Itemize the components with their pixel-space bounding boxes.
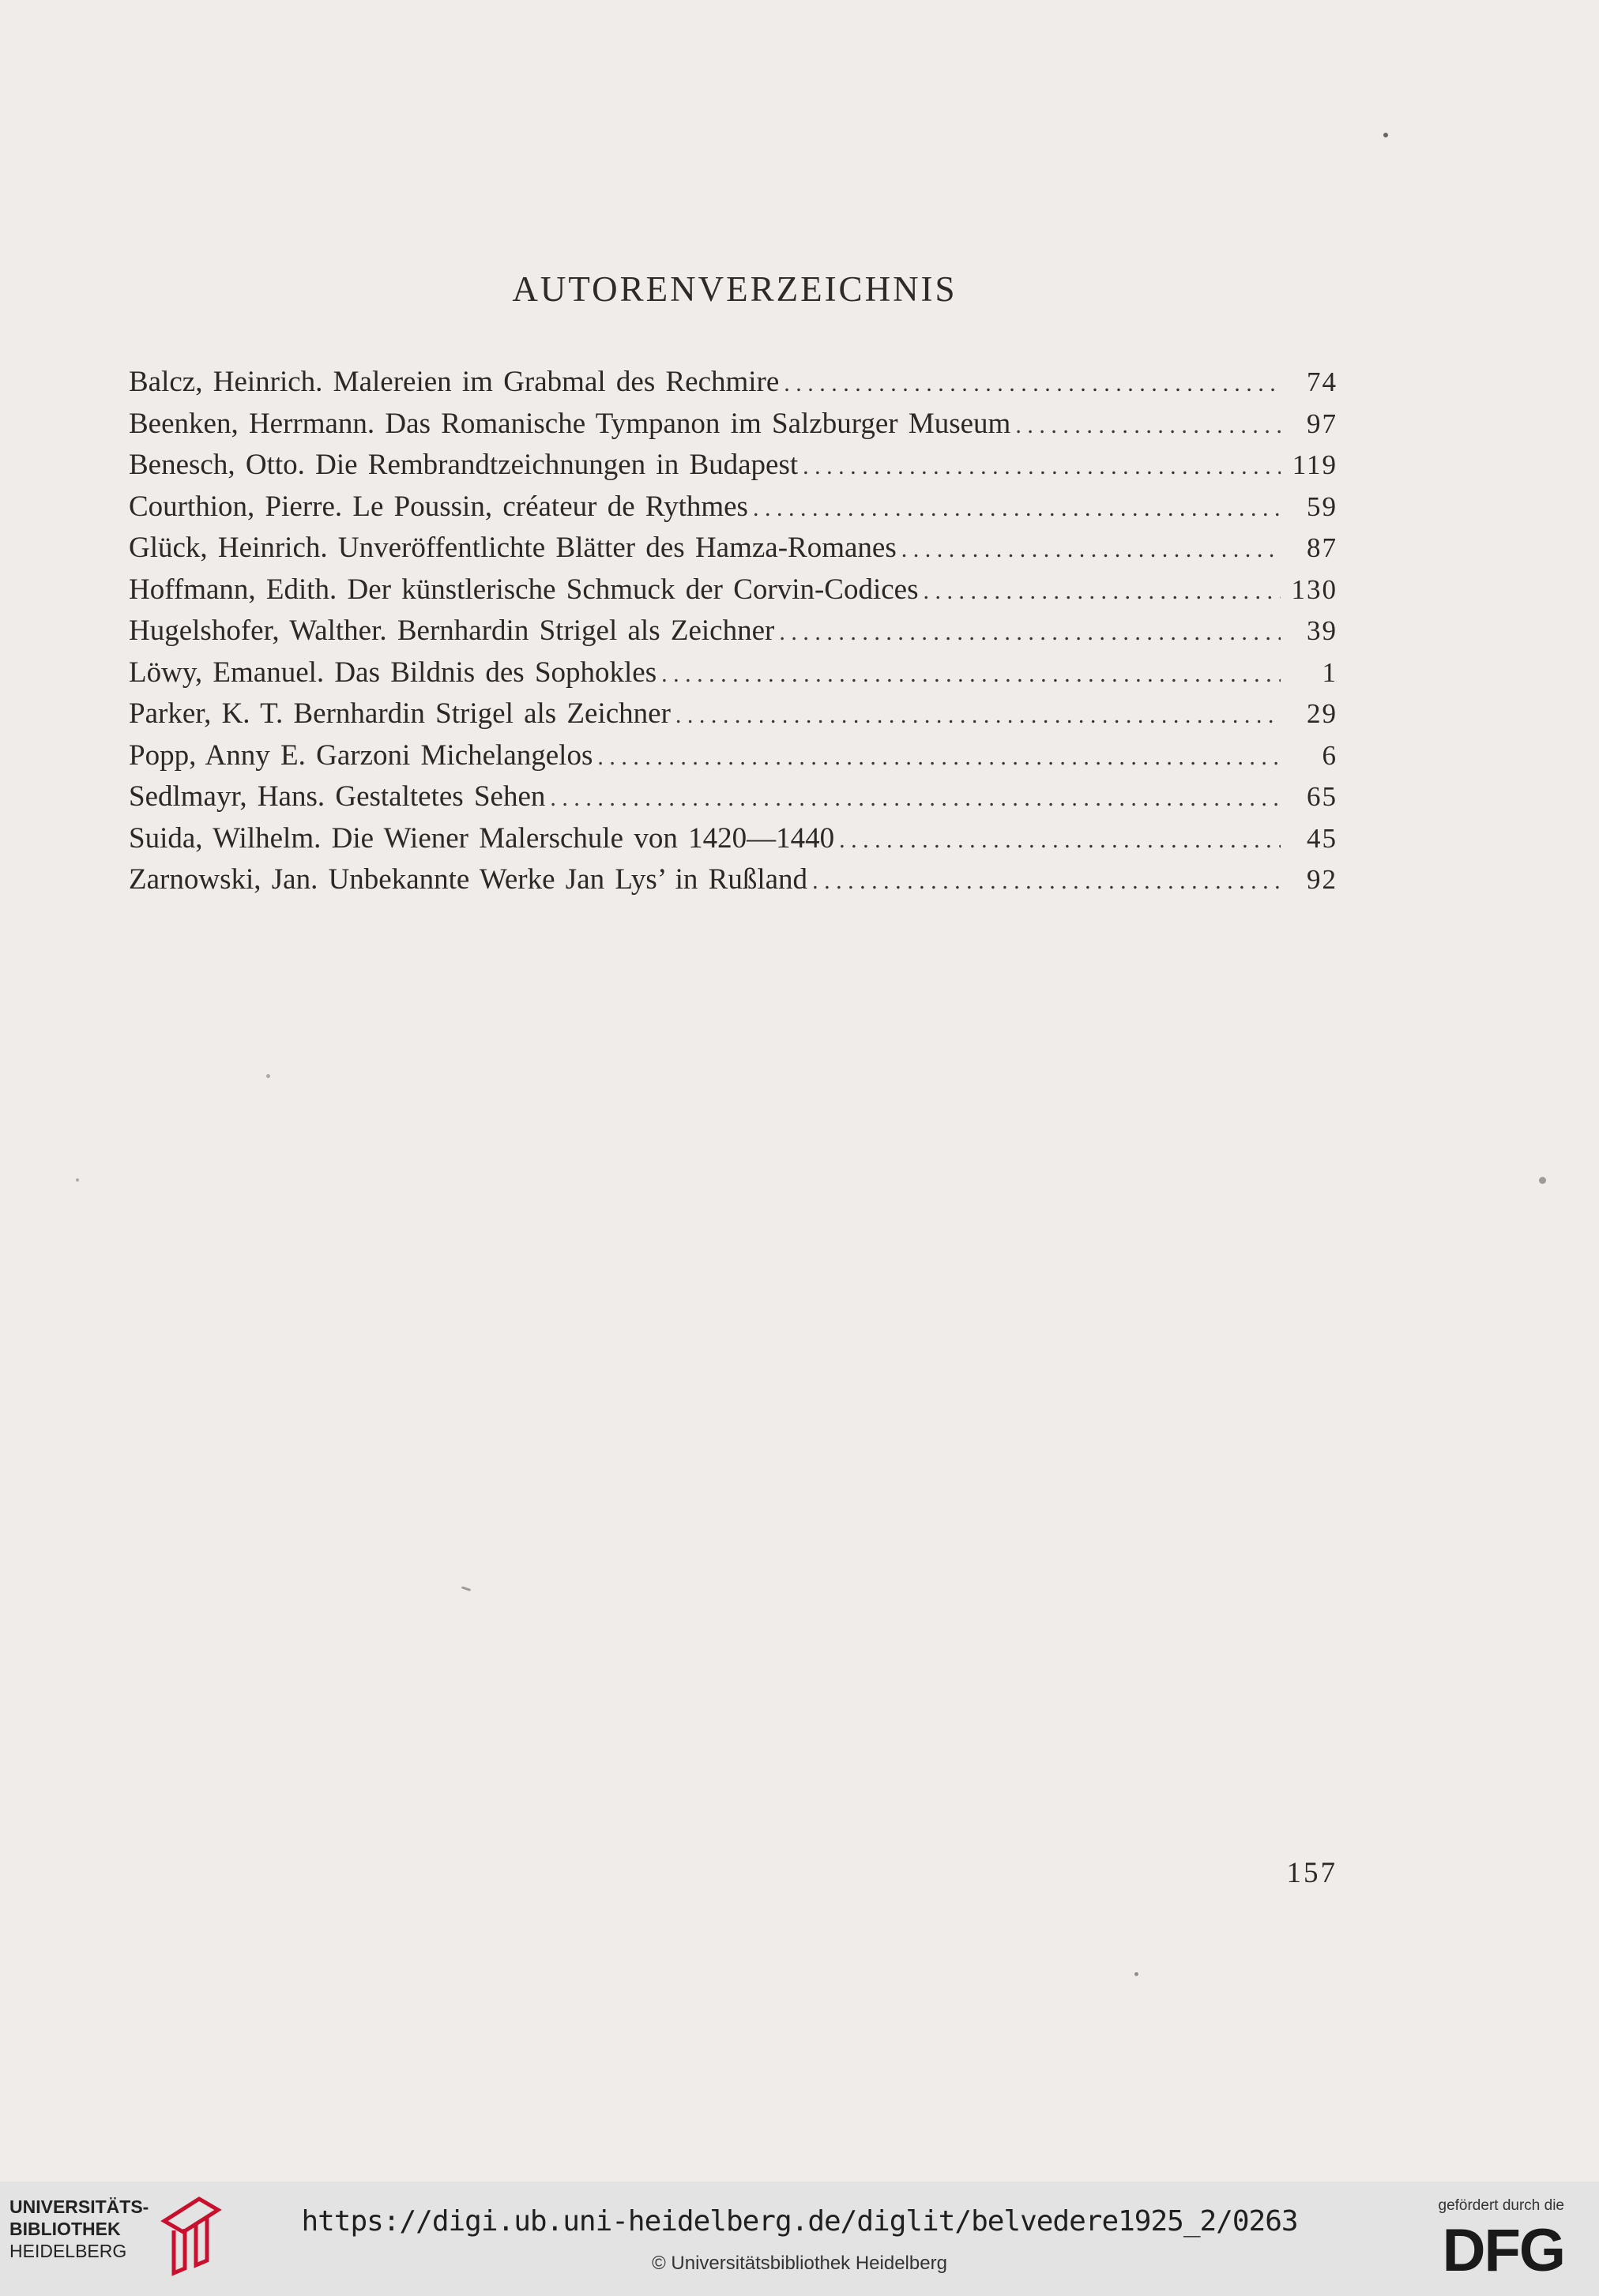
copyright-notice: © Universitätsbibliothek Heidelberg [652,2253,947,2274]
entry-page: 130 [1291,573,1338,605]
page-title: AUTORENVERZEICHNIS [512,269,958,310]
entry-page: 119 [1292,449,1338,480]
library-name-line1: UNIVERSITÄTS- [9,2196,149,2217]
list-item [129,611,1338,652]
list-item [129,569,1338,611]
paper-speck [1383,133,1388,137]
entry-text: Glück, Heinrich. Unveröffentlichte Blätter des Hamza-Romanes [129,532,897,564]
source-url-link[interactable]: https://digi.ub.uni-heidelberg.de/diglit/belvedere1925_2/0263 [301,2205,1298,2238]
entry-page: 74 [1307,366,1338,397]
entry-text: Balcz, Heinrich. Malereien im Grabmal des Rechmire [129,366,780,398]
dot-leader [661,654,1281,696]
entry-page: 1 [1322,656,1338,688]
paper-speck [1134,1972,1138,1976]
entry-text: Löwy, Emanuel. Das Bildnis des Sophokles [129,656,657,689]
entry-page: 6 [1322,739,1338,771]
library-name-line3: HEIDELBERG [9,2241,127,2261]
dot-leader [924,571,1281,613]
list-item [129,445,1338,487]
list-item [129,776,1338,818]
paper-speck [266,1074,270,1078]
entry-page: 92 [1307,864,1338,895]
entry-text: Hugelshofer, Walther. Bernhardin Strigel als Zeichner [129,614,775,647]
entry-page: 65 [1307,781,1338,812]
dot-leader [597,737,1281,779]
entry-text: Beenken, Herrmann. Das Romanische Tympanon im Salzburger Museum [129,407,1011,440]
list-item [129,735,1338,777]
funding-label: gefördert durch die [1438,2197,1564,2214]
list-item [129,818,1338,860]
paper-speck [461,1586,471,1591]
entry-page: 59 [1307,490,1338,522]
dfg-logo: DFG [1442,2217,1564,2284]
list-item [129,404,1338,445]
dot-leader [1015,405,1281,447]
entry-text: Hoffmann, Edith. Der künstlerische Schmuck der Corvin-Codices [129,573,919,606]
dot-leader [784,363,1281,405]
footer-bar [0,2181,1599,2296]
entry-page: 97 [1307,408,1338,439]
dot-leader [550,778,1281,820]
entry-text: Popp, Anny E. Garzoni Michelangelos [129,738,593,772]
page-number: 157 [1286,1857,1338,1889]
entry-text: Parker, K. T. Bernhardin Strigel als Zeichner [129,697,671,730]
entry-text: Zarnowski, Jan. Unbekannte Werke Jan Lys’ in Rußland [129,863,808,896]
list-item [129,859,1338,901]
dot-leader [779,612,1281,654]
dot-leader [812,861,1281,903]
paper-speck [76,1178,79,1182]
entry-text: Suida, Wilhelm. Die Wiener Malerschule von 1420—1440 [129,821,835,855]
dot-leader [901,529,1281,571]
dot-leader [803,446,1281,488]
paper-speck [1539,1177,1546,1184]
list-item [129,693,1338,735]
entry-text: Benesch, Otto. Die Rembrandtzeichnungen in Budapest [129,449,799,481]
list-item [129,487,1338,528]
list-item [129,652,1338,694]
list-item [129,528,1338,569]
entry-page: 87 [1307,532,1338,563]
author-index-list [129,362,1338,901]
entry-page: 39 [1307,615,1338,646]
entry-text: Courthion, Pierre. Le Poussin, créateur de Rythmes [129,490,748,523]
entry-text: Sedlmayr, Hans. Gestaltetes Sehen [129,780,546,813]
dot-leader [839,820,1281,862]
list-item [129,362,1338,404]
dot-leader [675,695,1281,737]
dot-leader [753,488,1281,530]
entry-page: 45 [1307,822,1338,854]
entry-page: 29 [1307,698,1338,729]
library-name-line2: BIBLIOTHEK [9,2219,121,2239]
